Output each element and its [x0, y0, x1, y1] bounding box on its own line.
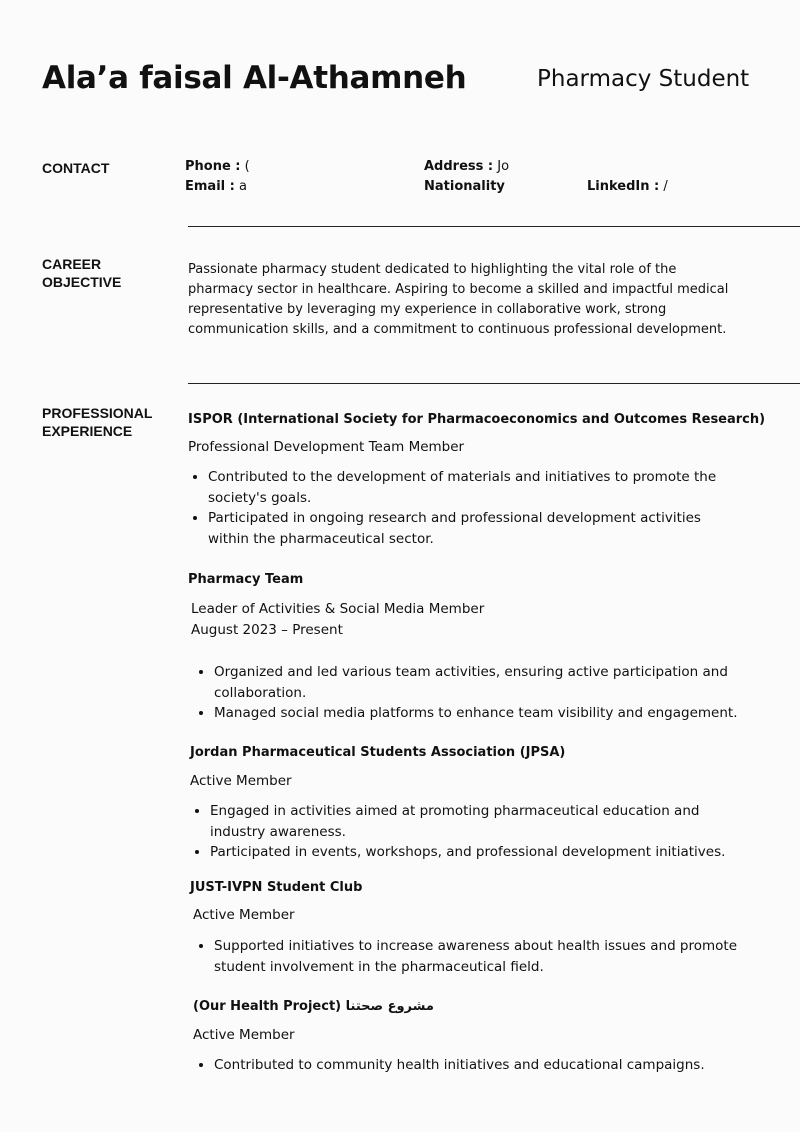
entry-bullets	[188, 467, 738, 549]
applicant-name: Ala’a faisal Al-Athamneh	[42, 60, 467, 96]
entry-organization: (Our Health Project) مشروع صحتنا	[193, 999, 434, 1014]
entry-organization: Jordan Pharmaceutical Students Association (JPSA)	[190, 745, 566, 760]
bullet-item: • Contributed to the development of materials and initiatives to promote the society's goals.	[208, 467, 738, 508]
objective-heading-line2: OBJECTIVE	[42, 274, 122, 290]
experience-heading-line1: PROFESSIONAL	[42, 405, 153, 421]
entry-bullets	[194, 936, 739, 977]
address-line	[424, 159, 509, 174]
entry-organization: Pharmacy Team	[188, 572, 304, 587]
bullet-item: • Participated in events, workshops, and professional development initiatives.	[210, 842, 755, 863]
objective-heading	[42, 255, 121, 291]
entry-role: Professional Development Team Member	[188, 439, 465, 455]
email-label: Email :	[185, 179, 235, 194]
phone-label: Phone :	[185, 159, 241, 174]
entry-bullets	[190, 801, 755, 863]
nationality-label: Nationality	[424, 179, 505, 194]
email-value: a	[238, 179, 247, 194]
objective-text: Passionate pharmacy student dedicated to highlighting the vital role of the pharmacy sector in healthcare. Aspiring to become a skilled and impactful medical representative by leveraging my experience in collaborative work, strong communication skills, and a commitment to continuous professional development.	[188, 262, 729, 337]
section-divider	[188, 226, 800, 227]
contact-heading: CONTACT	[42, 160, 110, 176]
entry-bullets	[194, 662, 744, 724]
bullet-item: • Contributed to community health initiatives and educational campaigns.	[214, 1055, 744, 1076]
linkedin-value: /	[663, 179, 668, 194]
bullet-item: • Managed social media platforms to enhance team visibility and engagement.	[214, 703, 744, 724]
bullet-item: • Supported initiatives to increase awareness about health issues and promote student involvement in the pharmaceutical field.	[214, 936, 739, 977]
job-title: Pharmacy Student	[537, 66, 750, 92]
entry-role: Leader of Activities & Social Media Member	[191, 601, 485, 617]
entry-organization: JUST-IVPN Student Club	[190, 880, 363, 895]
entry-bullets	[194, 1055, 744, 1076]
address-label: Address :	[424, 159, 494, 174]
experience-heading-line2: EXPERIENCE	[42, 423, 133, 439]
section-divider	[188, 383, 800, 384]
linkedin-line	[587, 179, 668, 194]
experience-heading	[42, 404, 152, 440]
objective-heading-line1: CAREER	[42, 256, 102, 272]
bullet-item: • Engaged in activities aimed at promoting pharmaceutical education and industry awareness.	[210, 801, 755, 842]
entry-role: Active Member	[193, 1027, 295, 1043]
bullet-item: • Participated in ongoing research and professional development activities within the pharmaceutical sector.	[208, 508, 738, 549]
phone-line	[185, 159, 250, 174]
nationality-line	[424, 179, 505, 194]
entry-organization: ISPOR (International Society for Pharmacoeconomics and Outcomes Research)	[188, 412, 766, 427]
email-line	[185, 179, 247, 194]
phone-value: (	[244, 159, 250, 174]
bullet-item: • Organized and led various team activities, ensuring active participation and collaboration.	[214, 662, 744, 703]
entry-role: Active Member	[193, 907, 295, 923]
address-value: Jo	[497, 159, 510, 174]
entry-date: August 2023 – Present	[191, 622, 343, 638]
entry-role: Active Member	[190, 773, 292, 789]
linkedin-label: LinkedIn :	[587, 179, 660, 194]
